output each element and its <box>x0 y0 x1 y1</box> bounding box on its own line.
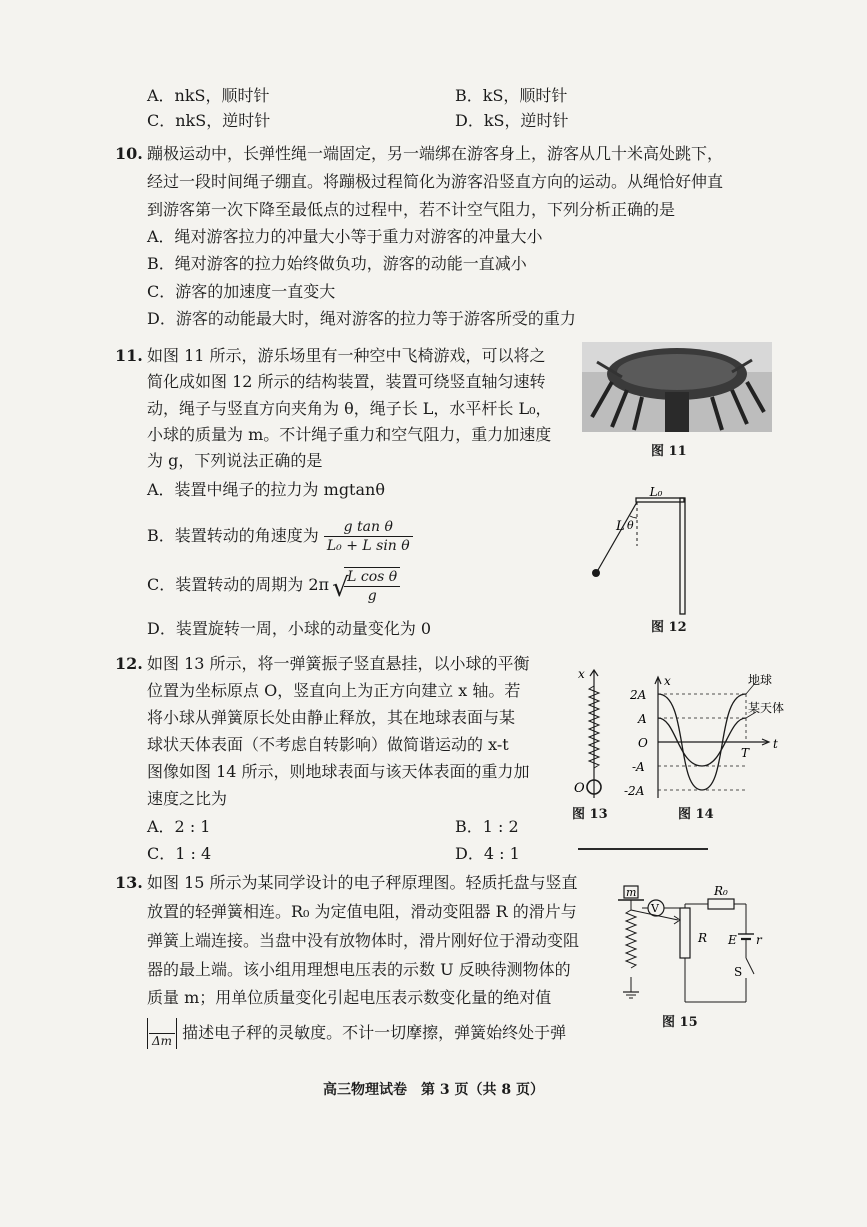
figure-11-photo <box>582 342 772 432</box>
figure-12-caption: 图 12 <box>651 620 687 635</box>
option-a: A．2 : 1 <box>147 817 211 836</box>
label-theta: θ <box>627 519 634 532</box>
question-text-line: 位置为坐标原点 O，竖直向上为正方向建立 x 轴。若 <box>147 681 521 700</box>
question-number: 11. <box>115 346 143 365</box>
figure-13-diagram <box>574 666 614 802</box>
page-footer: 高三物理试卷 第 3 页（共 8 页） <box>323 1082 544 1098</box>
label-V: V <box>651 902 659 915</box>
label-S: S <box>734 965 743 979</box>
fraction-numerator: g tan θ <box>324 518 413 537</box>
fraction-denominator: L₀ + L sin θ <box>326 538 410 554</box>
option-b: B．1 : 2 <box>455 817 519 836</box>
question-text-line: 将小球从弹簧原长处由静止释放，其在地球表面与某 <box>147 708 516 727</box>
question-text-line: 弹簧上端连接。当盘中没有放物体时，滑片刚好位于滑动变阻 <box>147 931 580 950</box>
question-text-line: 质量 m；用单位质量变化引起电压表示数变化量的绝对值 <box>147 988 552 1007</box>
option-b-prefix: B．装置转动的角速度为 <box>147 526 319 545</box>
question-text-line: 小球的质量为 m。不计绳子重力和空气阻力，重力加速度 <box>147 425 552 444</box>
label-R: R <box>698 931 708 945</box>
question-text-line: 如图 15 所示为某同学设计的电子秤原理图。轻质托盘与竖直 <box>147 873 578 892</box>
label-E: E <box>728 933 737 947</box>
figure-14-graph <box>616 672 786 800</box>
option-b: B．绳对游客的拉力始终做负功，游客的动能一直减小 <box>147 254 527 273</box>
question-text-line: 蹦极运动中，长弹性绳一端固定，另一端绑在游客身上，游客从几十米高处跳下， <box>147 144 724 163</box>
label-R0: R₀ <box>714 884 728 898</box>
label-m: m <box>626 886 637 899</box>
figure-14-caption: 图 14 <box>678 807 714 822</box>
option-d: D．游客的动能最大时，绳对游客的拉力等于游客所受的重力 <box>147 309 576 328</box>
axis-label-t: t <box>773 737 778 751</box>
question-text-line: 如图 13 所示，将一弹簧振子竖直悬挂，以小球的平衡 <box>147 654 530 673</box>
divider-line <box>578 848 708 850</box>
label-L: L <box>616 519 625 534</box>
question-text-line: 动，绳子与竖直方向夹角为 θ，绳子长 L，水平杆长 L₀， <box>147 399 552 418</box>
option-c <box>147 565 400 606</box>
figure-11-caption: 图 11 <box>651 444 687 459</box>
q9-option-c: C．nkS，逆时针 <box>147 111 271 130</box>
q9-option-b: B．kS，顺时针 <box>455 86 568 105</box>
fraction <box>147 1018 177 1049</box>
question-text-line: 到游客第一次下降至最低点的过程中，若不计空气阻力，下列分析正确的是 <box>147 200 676 219</box>
question-text-line: 放置的轻弹簧相连。R₀ 为定值电阻，滑动变阻器 R 的滑片与 <box>147 902 577 921</box>
figure-15-circuit <box>616 880 766 1008</box>
question-text: 描述电子秤的灵敏度。不计一切摩擦，弹簧始终处于弹 <box>182 1023 567 1042</box>
question-text-line: 图像如图 14 所示，则地球表面与该天体表面的重力加 <box>147 762 530 781</box>
question-text-line <box>147 1016 566 1050</box>
label-r: r <box>756 933 762 947</box>
figure-12-diagram <box>586 486 696 616</box>
question-number: 13. <box>115 873 143 892</box>
question-text-line: 简化成如图 12 所示的结构装置，装置可绕竖直轴匀速转 <box>147 372 546 391</box>
option-d: D．4 : 1 <box>455 844 520 863</box>
question-text-line: 为 g，下列说法正确的是 <box>147 451 323 470</box>
fraction-numerator: √ L cos θ <box>344 568 400 587</box>
option-c: C．游客的加速度一直变大 <box>147 282 336 301</box>
option-c-prefix: C．装置转动的周期为 2π <box>147 575 330 594</box>
question-text-line: 经过一段时间绳子绷直。将蹦极过程简化为游客沿竖直方向的运动。从绳恰好伸直 <box>147 172 724 191</box>
fraction-denominator: g <box>367 588 377 604</box>
question-text-line: 器的最上端。该小组用理想电压表的示数 U 反映待测物体的 <box>147 960 571 979</box>
question-text-line: 球状天体表面（不考虑自转影响）做简谐运动的 x-t <box>147 735 509 754</box>
figure-13-caption: 图 13 <box>572 807 608 822</box>
axis-label-x: x <box>664 674 671 688</box>
tick-neg-2A: -2A <box>624 784 645 798</box>
option-c: C．1 : 4 <box>147 844 212 863</box>
tick-O: O <box>638 736 648 750</box>
question-text-line: 速度之比为 <box>147 789 228 808</box>
fraction-numerator <box>149 1018 175 1034</box>
question-number: 12. <box>115 654 143 673</box>
option-d: D．装置旋转一周，小球的动量变化为 0 <box>147 619 432 638</box>
fraction <box>344 567 400 605</box>
option-b <box>147 516 413 556</box>
tick-T: T <box>741 746 750 760</box>
q9-option-d: D．kS，逆时针 <box>455 111 569 130</box>
tick-A: A <box>638 712 647 726</box>
fraction <box>324 518 413 555</box>
tick-2A: 2A <box>630 688 647 702</box>
tick-neg-A: -A <box>632 760 645 774</box>
label-x: x <box>578 667 585 681</box>
fraction-denominator: Δm <box>152 1034 173 1048</box>
legend-earth: 地球 <box>748 673 773 687</box>
label-L0: L₀ <box>649 486 663 499</box>
question-number: 10. <box>115 144 143 163</box>
square-root <box>334 566 400 606</box>
option-a: A．绳对游客拉力的冲量大小等于重力对游客的冲量大小 <box>147 227 543 246</box>
q9-option-a: A．nkS，顺时针 <box>147 86 270 105</box>
option-a: A．装置中绳子的拉力为 mgtanθ <box>147 480 385 499</box>
figure-15-caption: 图 15 <box>662 1015 698 1030</box>
question-text-line: 如图 11 所示，游乐场里有一种空中飞椅游戏，可以将之 <box>147 346 546 365</box>
legend-body: 某天体 <box>748 701 785 715</box>
label-O: O <box>574 781 585 796</box>
